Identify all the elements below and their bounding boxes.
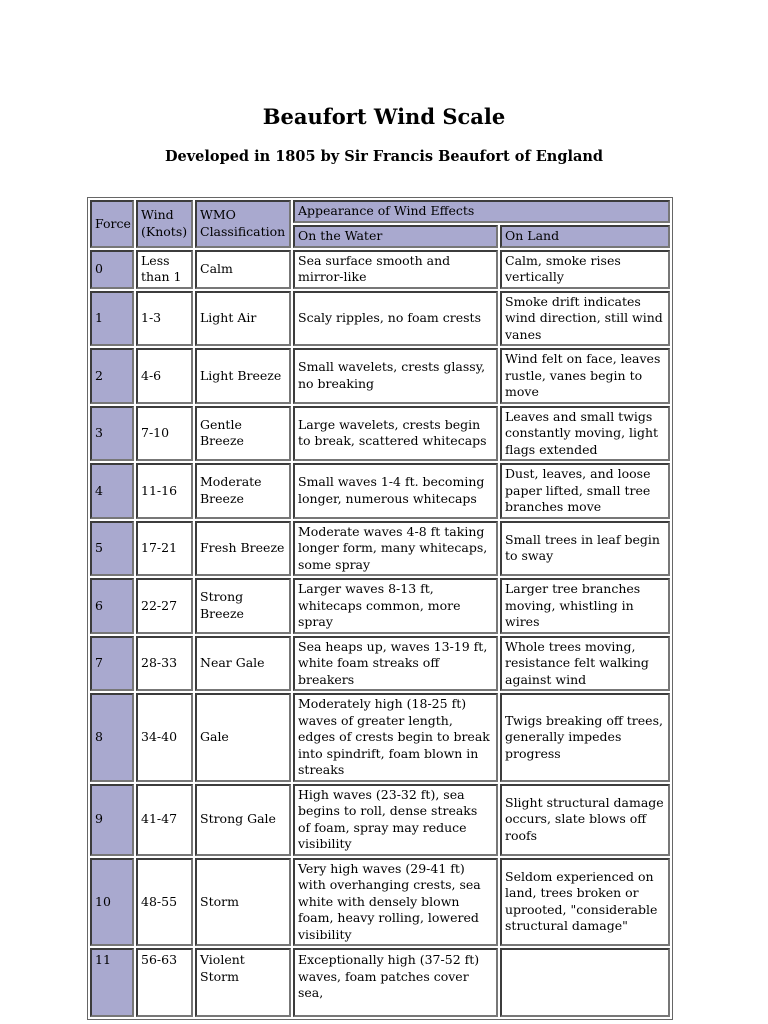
force-cell: 2 [90,348,134,404]
table-row [90,250,670,289]
water-cell: Moderately high (18-25 ft) waves of greater length, edges of crests begin to break into spindrift, foam blown in streaks [293,693,498,782]
table-row [90,858,670,947]
water-cell: Moderate waves 4-8 ft taking longer form, many whitecaps, some spray [293,521,498,577]
water-cell: High waves (23-32 ft), sea begins to roll, dense streaks of foam, spray may reduce visibility [293,784,498,856]
table-row [90,948,670,1017]
wmo-cell: Near Gale [195,636,291,692]
knots-cell: 28-33 [136,636,193,692]
land-cell: Seldom experienced on land, trees broken or uprooted, "considerable structural damage" [500,858,670,947]
wmo-cell: Light Breeze [195,348,291,404]
header-wind [136,200,193,248]
water-cell: Small wavelets, crests glassy, no breaking [293,348,498,404]
header-appearance: Appearance of Wind Effects [293,200,670,223]
force-cell: 7 [90,636,134,692]
table-row [90,521,670,577]
table-row [90,348,670,404]
land-cell: Twigs breaking off trees, generally impedes progress [500,693,670,782]
force-cell: 6 [90,578,134,634]
wmo-cell: Calm [195,250,291,289]
wmo-cell: Strong Gale [195,784,291,856]
header-wind-line1: Wind [141,207,174,223]
land-cell: Dust, leaves, and loose paper lifted, small tree branches move [500,463,670,519]
table-row [90,636,670,692]
knots-cell: 22-27 [136,578,193,634]
page-subtitle: Developed in 1805 by Sir Francis Beaufort of England [164,148,604,165]
land-cell: Small trees in leaf begin to sway [500,521,670,577]
force-cell: 3 [90,406,134,462]
table-row [90,291,670,347]
wmo-cell: Light Air [195,291,291,347]
knots-cell: 11-16 [136,463,193,519]
page-title: Beaufort Wind Scale [262,104,506,129]
knots-cell: Less than 1 [136,250,193,289]
land-cell: Slight structural damage occurs, slate blows off roofs [500,784,670,856]
water-cell: Sea surface smooth and mirror-like [293,250,498,289]
force-cell: 1 [90,291,134,347]
water-cell: Sea heaps up, waves 13-19 ft, white foam streaks off breakers [293,636,498,692]
wmo-cell: Moderate Breeze [195,463,291,519]
table-frame [87,197,669,1000]
header-wmo-line2: Classification [200,223,286,239]
table-row [90,406,670,462]
land-cell: Smoke drift indicates wind direction, still wind vanes [500,291,670,347]
table-row [90,784,670,856]
header-wmo-line1: WMO [200,207,236,223]
table-row [90,693,670,782]
land-cell: Wind felt on face, leaves rustle, vanes begin to move [500,348,670,404]
force-cell: 10 [90,858,134,947]
wmo-cell: Gale [195,693,291,782]
force-cell: 0 [90,250,134,289]
knots-cell: 34-40 [136,693,193,782]
header-on-land: On Land [500,225,670,248]
header-wmo [195,200,291,248]
force-cell: 4 [90,463,134,519]
force-cell: 9 [90,784,134,856]
knots-cell: 56-63 [136,948,193,1017]
knots-cell: 1-3 [136,291,193,347]
wmo-cell: Violent Storm [195,948,291,1017]
land-cell: Larger tree branches moving, whistling in wires [500,578,670,634]
water-cell: Larger waves 8-13 ft, whitecaps common, more spray [293,578,498,634]
land-cell: Calm, smoke rises vertically [500,250,670,289]
water-cell: Scaly ripples, no foam crests [293,291,498,347]
land-cell [500,948,670,1017]
wmo-cell: Gentle Breeze [195,406,291,462]
water-cell: Large wavelets, crests begin to break, scattered whitecaps [293,406,498,462]
header-wind-line2: (Knots) [141,223,188,239]
water-cell: Very high waves (29-41 ft) with overhanging crests, sea white with densely blown foam, heavy rolling, lowered visibility [293,858,498,947]
wmo-cell: Fresh Breeze [195,521,291,577]
table-row [90,463,670,519]
beaufort-table [87,197,673,1020]
knots-cell: 48-55 [136,858,193,947]
force-cell: 11 [90,948,134,1017]
knots-cell: 41-47 [136,784,193,856]
land-cell: Leaves and small twigs constantly moving, light flags extended [500,406,670,462]
knots-cell: 7-10 [136,406,193,462]
knots-cell: 17-21 [136,521,193,577]
land-cell: Whole trees moving, resistance felt walking against wind [500,636,670,692]
wmo-cell: Strong Breeze [195,578,291,634]
knots-cell: 4-6 [136,348,193,404]
force-cell: 5 [90,521,134,577]
table-row [90,578,670,634]
header-on-water: On the Water [293,225,498,248]
header-force: Force [90,200,134,248]
water-cell: Exceptionally high (37-52 ft) waves, foam patches cover sea, [293,948,498,1017]
water-cell: Small waves 1-4 ft. becoming longer, numerous whitecaps [293,463,498,519]
force-cell: 8 [90,693,134,782]
wmo-cell: Storm [195,858,291,947]
